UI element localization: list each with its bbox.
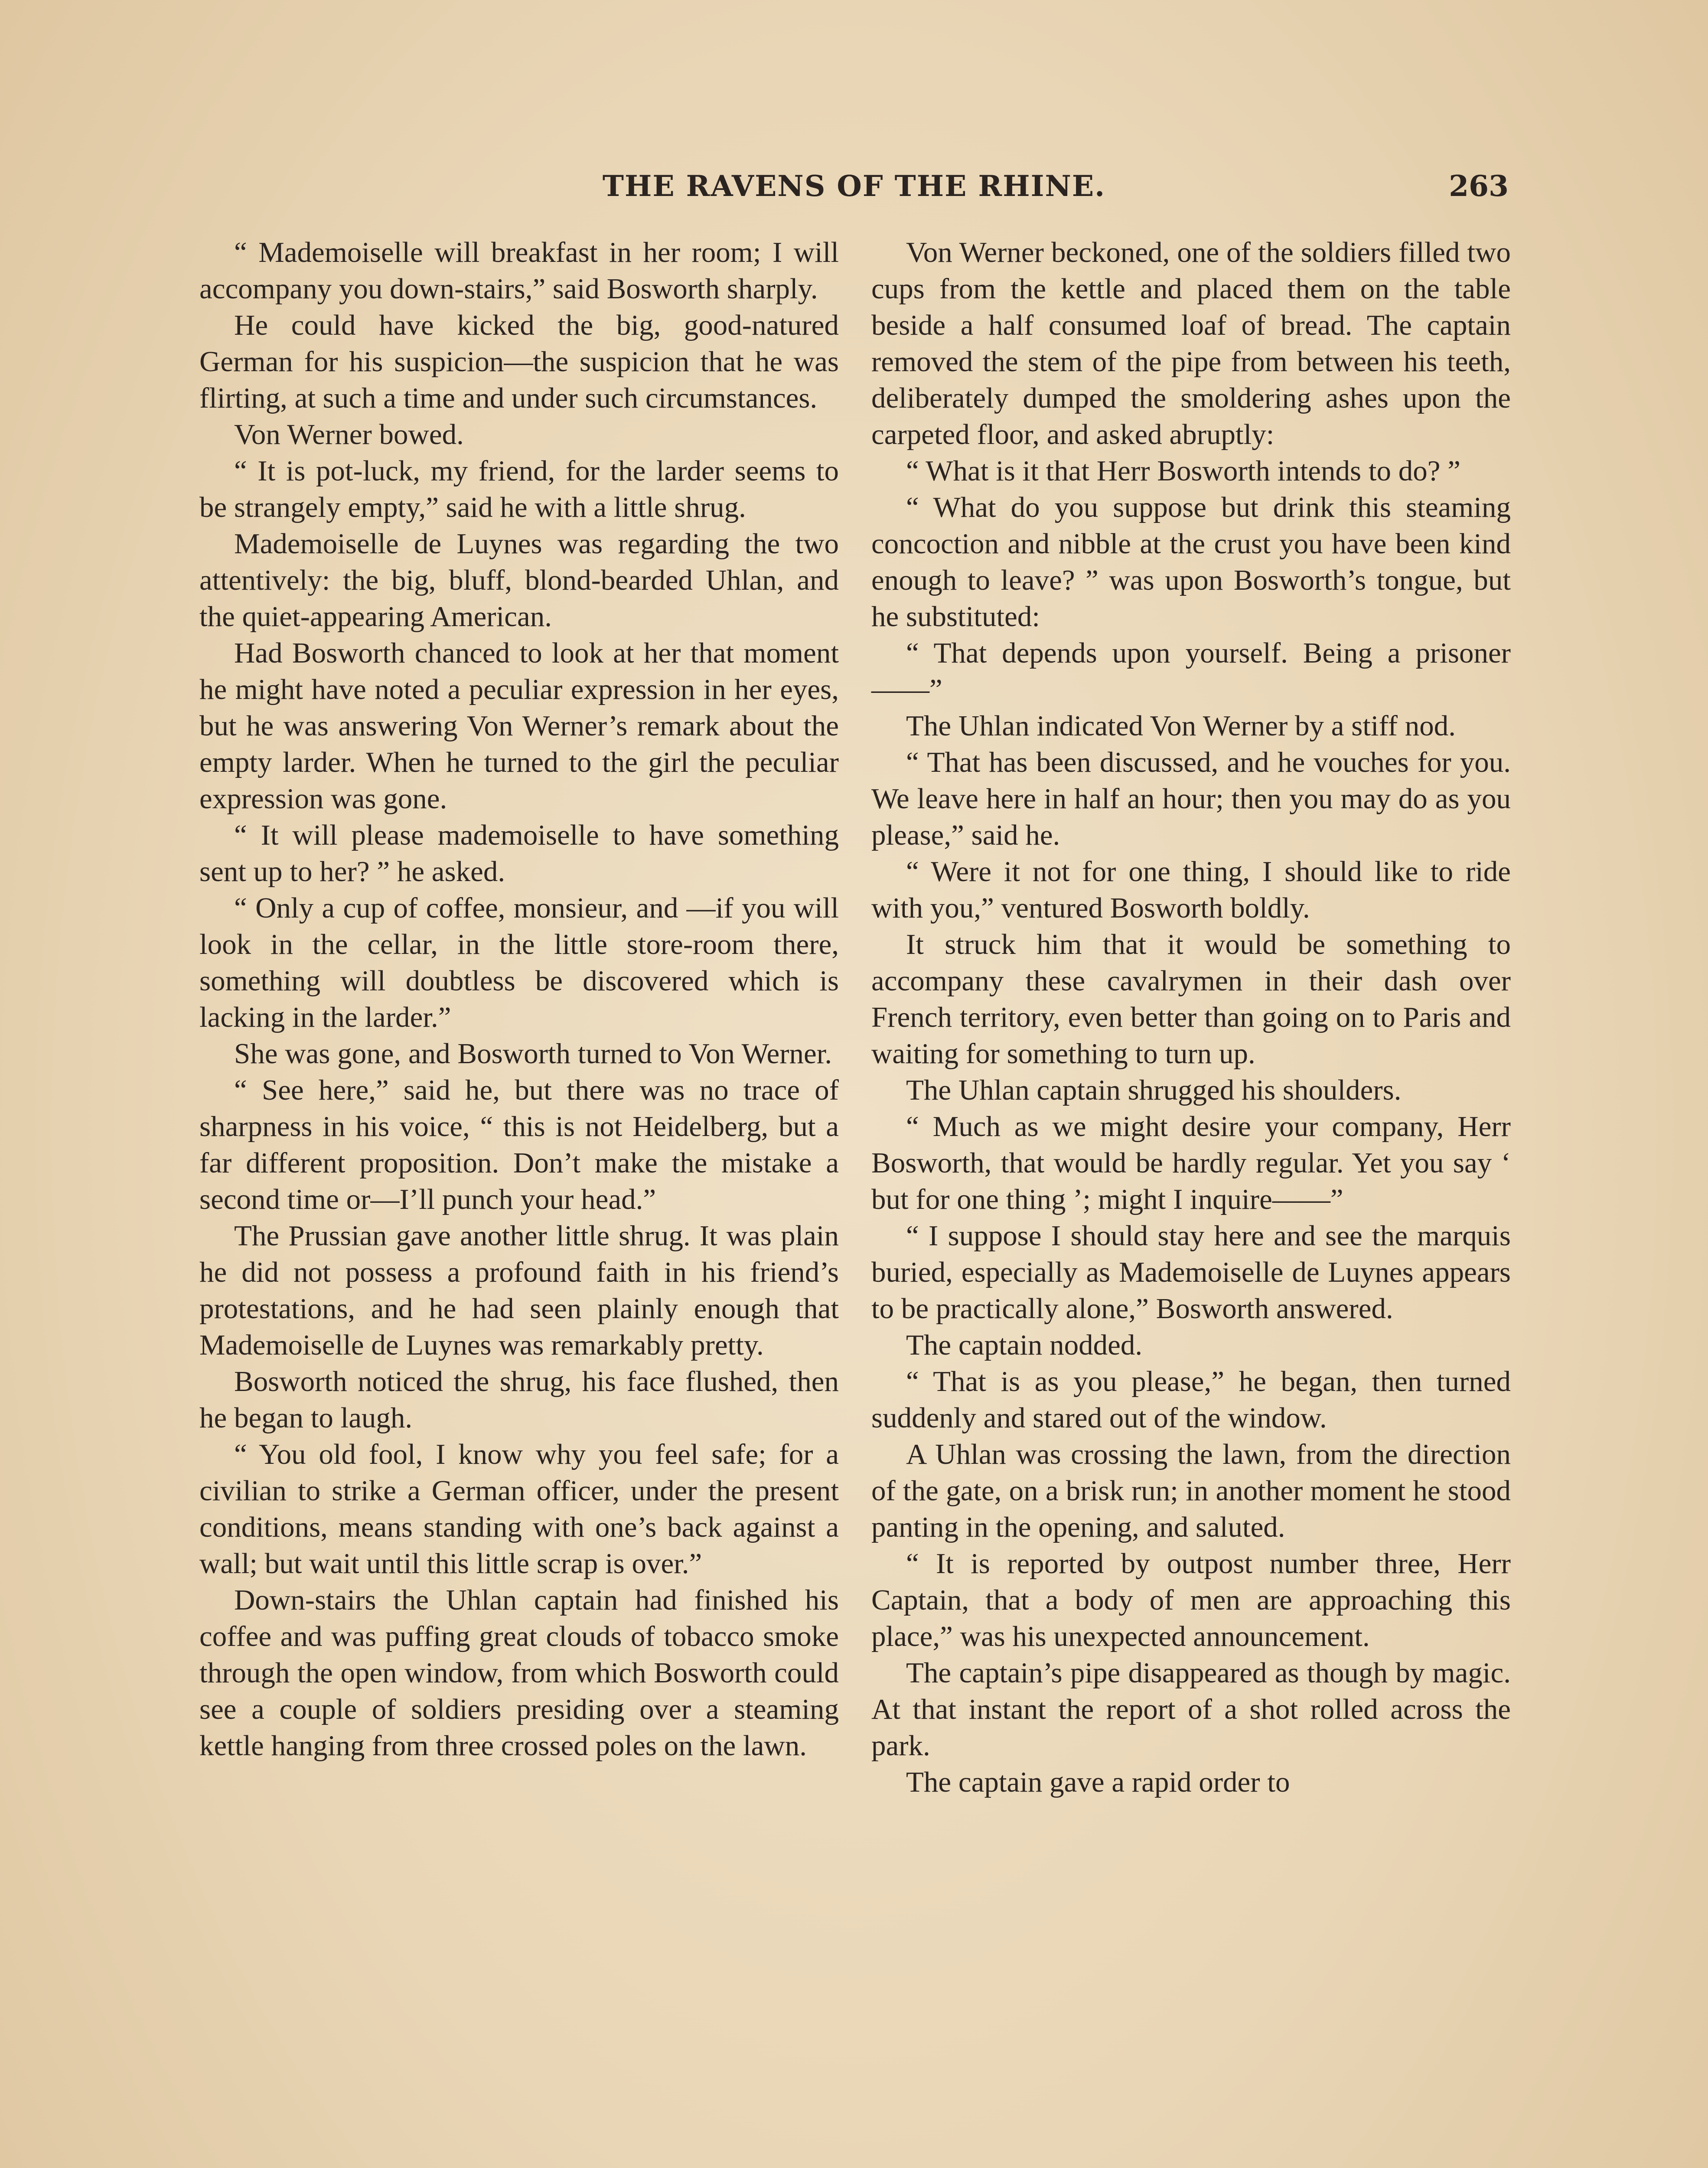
paragraph: A Uhlan was crossing the lawn, from the direction of the gate, on a brisk run; in another moment he stood panting in the opening, and saluted. xyxy=(871,1438,1511,1543)
paragraph: It struck him that it would be something to accompany these cavalrymen in their dash over French territory, even better than going on to Paris and waiting for something to turn up. xyxy=(871,928,1511,1070)
paragraph: The captain’s pipe disappeared as though by magic. At that instant the report of a shot rolled across the park. xyxy=(871,1657,1511,1762)
paragraph: The Uhlan captain shrugged his shoulders. xyxy=(906,1074,1402,1106)
paragraph: “ It is pot-luck, my friend, for the larder seems to be strangely empty,” said he with a little shrug. xyxy=(199,455,839,523)
running-title: THE RAVENS OF THE RHINE. xyxy=(602,169,1106,203)
paragraph: Von Werner bowed. xyxy=(234,418,464,451)
left-column xyxy=(199,234,839,1764)
paragraph: “ You old fool, I know why you feel safe; for a civilian to strike a German officer, under the present conditions, means standing with one’s back against a wall; but wait until this little scrap is over.” xyxy=(199,1438,839,1580)
paragraph: Von Werner beckoned, one of the soldiers filled two cups from the kettle and placed them on the table beside a half consumed loaf of bread. The captain removed the stem of the pipe from between his teeth, deliberately dumped the smoldering ashes upon the carpeted floor, and asked abruptly: xyxy=(871,236,1511,451)
paragraph: “ See here,” said he, but there was no trace of sharpness in his voice, “ this is not Heidelberg, but a far different proposition. Don’t make the mistake a second time or—I’ll punch your head.” xyxy=(199,1074,839,1215)
running-header xyxy=(199,160,1509,208)
paragraph: “ Were it not for one thing, I should like to ride with you,” ventured Bosworth boldly. xyxy=(871,855,1511,924)
paragraph: “ What is it that Herr Bosworth intends to do? ” xyxy=(906,455,1460,487)
paragraph: “ That depends upon yourself. Being a prisoner——” xyxy=(871,637,1511,705)
paragraph: “ I suppose I should stay here and see the marquis buried, especially as Mademoiselle de Luynes appears to be practically alone,” Bosworth answered. xyxy=(871,1220,1511,1325)
right-column xyxy=(871,234,1511,1800)
paragraph: The Prussian gave another little shrug. It was plain he did not possess a profound faith in his friend’s protestations, and he had seen plainly enough that Mademoiselle de Luynes was remarkably pretty. xyxy=(199,1220,839,1361)
paragraph: The captain gave a rapid order to xyxy=(906,1766,1290,1798)
paragraph: “ It will please mademoiselle to have something sent up to her? ” he asked. xyxy=(199,819,839,888)
page-number: 263 xyxy=(1449,169,1509,203)
paragraph: Mademoiselle de Luynes was regarding the two attentively: the big, bluff, blond-bearded Uhlan, and the quiet-appearing American. xyxy=(199,528,839,633)
paragraph: “ Much as we might desire your company, Herr Bosworth, that would be hardly regular. Yet you say ‘ but for one thing ’; might I inquire——” xyxy=(871,1110,1511,1215)
paragraph: “ Only a cup of coffee, monsieur, and —if you will look in the cellar, in the little store-room there, something will doubtless be discovered which is lacking in the larder.” xyxy=(199,892,839,1033)
paragraph: The captain nodded. xyxy=(906,1329,1143,1361)
paragraph: Down-stairs the Uhlan captain had finished his coffee and was puffing great clouds of tobacco smoke through the open window, from which Bosworth could see a couple of soldiers presiding over a steaming kettle hanging from three crossed poles on the lawn. xyxy=(199,1584,839,1762)
paragraph: She was gone, and Bosworth turned to Von Werner. xyxy=(234,1038,832,1070)
paragraph: He could have kicked the big, good-natured German for his suspicion—the suspicion that he was flirting, at such a time and under such circumstances. xyxy=(199,309,839,414)
paragraph: Bosworth noticed the shrug, his face flushed, then he began to laugh. xyxy=(199,1365,839,1434)
paragraph: “ It is reported by outpost number three, Herr Captain, that a body of men are approaching this place,” was his unexpected announcement. xyxy=(871,1548,1511,1652)
paragraph: “ That has been discussed, and he vouches for you. We leave here in half an hour; then you may do as you please,” said he. xyxy=(871,746,1511,851)
paragraph: “ That is as you please,” he began, then turned suddenly and stared out of the window. xyxy=(871,1365,1511,1434)
paragraph: “ Mademoiselle will breakfast in her room; I will accompany you down-stairs,” said Bosworth sharply. xyxy=(199,236,839,305)
paragraph: The Uhlan indicated Von Werner by a stiff nod. xyxy=(906,710,1456,742)
paragraph: “ What do you suppose but drink this steaming concoction and nibble at the crust you have been kind enough to leave? ” was upon Bosworth’s tongue, but he substituted: xyxy=(871,491,1511,633)
paragraph: Had Bosworth chanced to look at her that moment he might have noted a peculiar expression in her eyes, but he was answering Von Werner’s remark about the empty larder. When he turned to the girl the peculiar expression was gone. xyxy=(199,637,839,815)
